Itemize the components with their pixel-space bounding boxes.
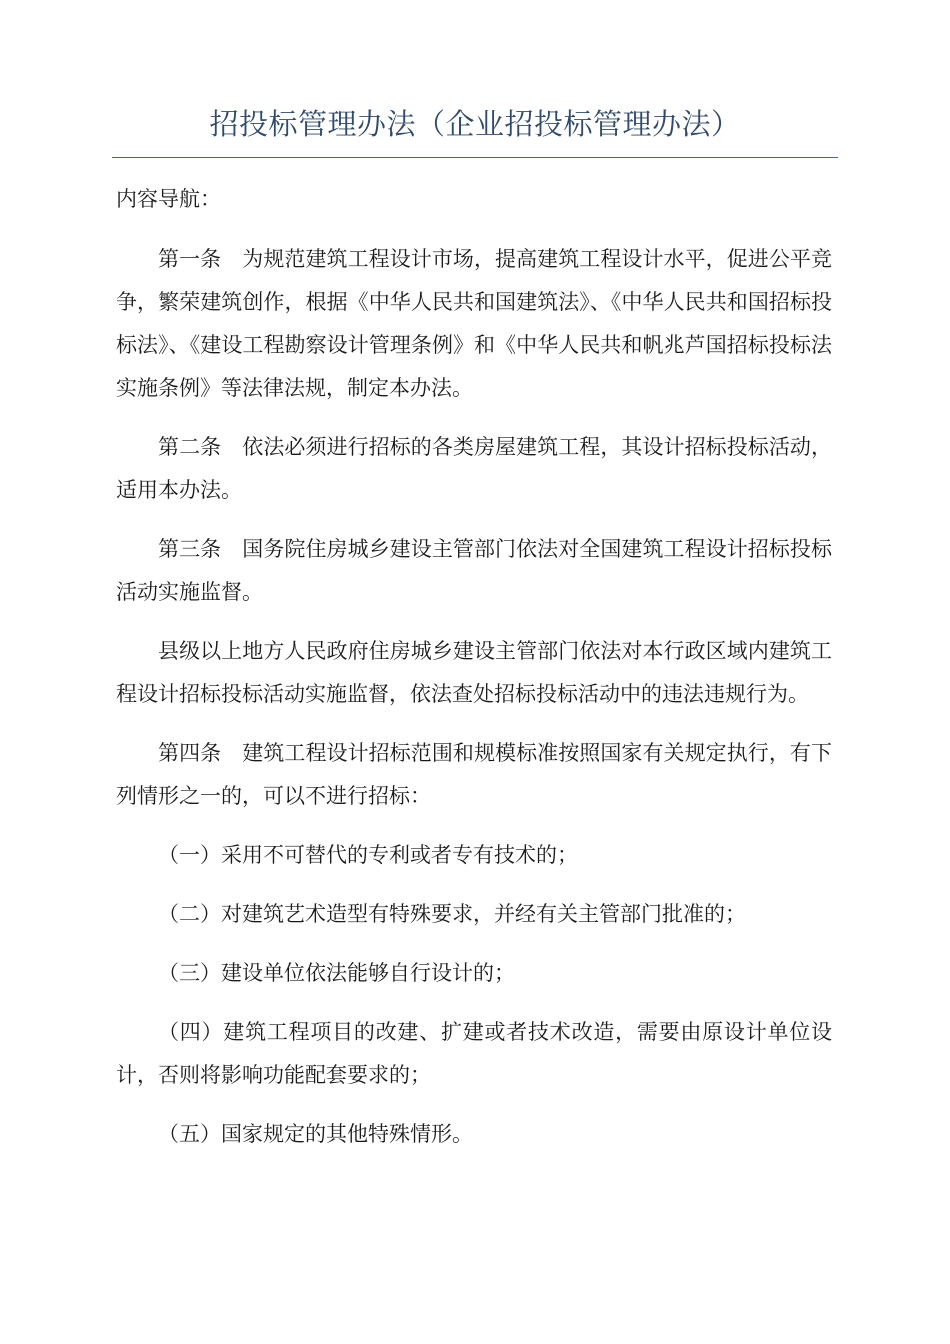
list-item-5: （五）国家规定的其他特殊情形。 [158,1122,473,1146]
article-3-supplement-paragraph: 县级以上地方人民政府住房城乡建设主管部门依法对本行政区域内建筑工程设计招标投标活动实施监督，依法查处招标投标活动中的违法违规行为。 [116,639,832,706]
article-4-paragraph: 第四条 建筑工程设计招标范围和规模标准按照国家有关规定执行，有下列情形之一的，可以不进行招标： [116,741,832,808]
title-divider [112,157,838,158]
list-item-2: （二）对建筑艺术造型有特殊要求，并经有关主管部门批准的； [158,902,746,926]
content-navigation-label: 内容导航： [116,187,221,211]
article-1-paragraph: 第一条 为规范建筑工程设计市场，提高建筑工程设计水平，促进公平竞争，繁荣建筑创作，根据《中华人民共和国建筑法》、《中华人民共和国招标投标法》、《建设工程勘察设计管理条例》和《中华人民共和帆兆芦国招标投标法实施条例》等法律法规，制定本办法。 [116,247,832,400]
list-item-3: （三）建设单位依法能够自行设计的； [158,961,515,985]
article-3-paragraph: 第三条 国务院住房城乡建设主管部门依法对全国建筑工程设计招标投标活动实施监督。 [116,537,832,604]
list-item-4: （四）建筑工程项目的改建、扩建或者技术改造，需要由原设计单位设计，否则将影响功能配套要求的； [116,1020,832,1087]
article-2-paragraph: 第二条 依法必须进行招标的各类房屋建筑工程，其设计招标投标活动，适用本办法。 [116,435,832,502]
page-title: 招投标管理办法（企业招投标管理办法） [209,107,741,141]
document-body [116,178,832,1172]
list-item-1: （一）采用不可替代的专利或者专有技术的； [158,843,578,867]
